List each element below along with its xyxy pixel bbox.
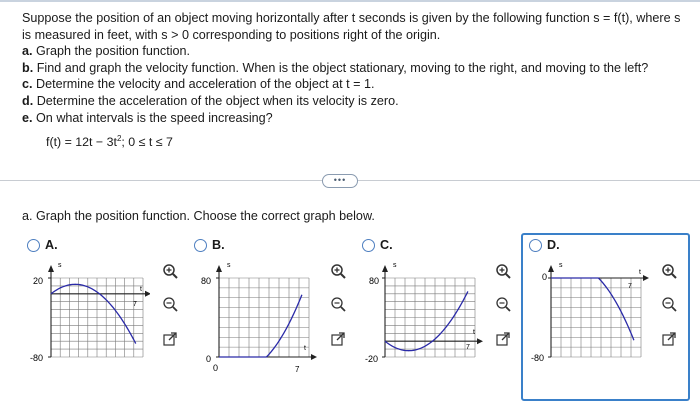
- graph-b-y-axis-arrow: [216, 265, 222, 272]
- zoom-in-icon[interactable]: [495, 263, 511, 279]
- zoom-out-icon[interactable]: [162, 296, 178, 312]
- option-d-label[interactable]: D.: [529, 238, 560, 252]
- question-intro-2: is measured in feet, with s > 0 corresponding to positions right of the origin.: [22, 27, 441, 42]
- graph-a-ytop: 20: [33, 276, 44, 286]
- option-c-label[interactable]: C.: [362, 238, 393, 252]
- prompt-text: a. Graph the position function. Choose the correct graph below.: [22, 209, 375, 223]
- graph-c-x-axis-arrow: [477, 338, 483, 344]
- graph-d-xlabel-7: 7: [628, 283, 632, 290]
- option-a-label[interactable]: A.: [27, 238, 58, 252]
- graph-c-xlabel-t: t: [473, 329, 475, 336]
- graph-b-x-axis-arrow: [311, 354, 317, 360]
- question-text: [22, 10, 692, 126]
- function-definition: $f(t) = 12t - 3t^2$; 0 ≤ t ≤ 7: [46, 134, 173, 150]
- part-e: e. On what intervals is the speed increasing?: [22, 110, 273, 125]
- graph-a-y-axis-arrow: [48, 265, 54, 272]
- graph-a-x-axis-arrow: [145, 291, 150, 297]
- graph-b-ylabel: s: [227, 262, 231, 269]
- top-border: [0, 0, 700, 2]
- graph-a[interactable]: [28, 258, 150, 368]
- graph-d-ybot: -80: [531, 353, 545, 363]
- graph-c-ybot: -20: [365, 354, 379, 364]
- graph-a-ylabel: s: [58, 262, 62, 269]
- option-b-label[interactable]: B.: [194, 238, 225, 252]
- graph-b-xzero: 0: [213, 363, 219, 373]
- option-c-radio[interactable]: [362, 239, 375, 252]
- graph-c-curve: [385, 291, 468, 350]
- graph-d-x-axis-arrow: [643, 275, 649, 281]
- graph-a-ybot: -80: [30, 353, 44, 363]
- zoom-out-icon[interactable]: [495, 296, 511, 312]
- graph-b-xlabel-t: t: [304, 345, 306, 352]
- graph-b-ytop: 80: [201, 276, 212, 286]
- graph-c-ylabel: s: [393, 262, 397, 269]
- graph-d-y-axis-arrow: [548, 265, 554, 272]
- part-a: a. Graph the position function.: [22, 44, 191, 59]
- graph-b-xlabel-7: 7: [295, 365, 300, 374]
- popout-icon[interactable]: [495, 331, 511, 347]
- graph-c-xlabel-7: 7: [466, 344, 470, 351]
- graph-c-y-axis-arrow: [382, 265, 388, 272]
- popout-icon[interactable]: [330, 331, 346, 347]
- graph-b-curve: [219, 295, 302, 357]
- part-b: b. Find and graph the velocity function. When is the object stationary, moving to the right, and moving to the left?: [22, 60, 649, 75]
- graph-d-curve: [551, 278, 634, 340]
- part-c: c. Determine the velocity and acceleration of the object at t = 1.: [22, 77, 375, 92]
- graph-d[interactable]: [528, 258, 650, 368]
- zoom-in-icon[interactable]: [661, 263, 677, 279]
- graph-d-ylabel: s: [559, 262, 563, 269]
- graph-a-grid: [48, 265, 150, 357]
- graph-b-ybot: 0: [206, 354, 212, 364]
- zoom-in-icon[interactable]: [162, 263, 178, 279]
- question-intro-1: Suppose the position of an object moving horizontally after t seconds is given by the following function s = f(t), where s: [22, 11, 681, 25]
- zoom-out-icon[interactable]: [661, 296, 677, 312]
- zoom-out-icon[interactable]: [330, 296, 346, 312]
- graph-c-ytop: 80: [369, 276, 380, 286]
- graph-a-curve: [51, 284, 136, 343]
- zoom-in-icon[interactable]: [330, 263, 346, 279]
- graph-c[interactable]: [362, 258, 484, 368]
- expand-more-button[interactable]: •••: [322, 174, 358, 188]
- graph-b[interactable]: [196, 258, 318, 376]
- graph-d-ytop: 0: [542, 272, 548, 282]
- part-d: d. Determine the acceleration of the object when its velocity is zero.: [22, 93, 399, 108]
- graph-a-xlabel-7: 7: [133, 301, 137, 308]
- popout-icon[interactable]: [661, 331, 677, 347]
- graph-b-grid: [216, 265, 317, 360]
- graph-a-xlabel-t: t: [140, 286, 142, 293]
- popout-icon[interactable]: [162, 331, 178, 347]
- graph-d-xlabel-t: t: [639, 269, 641, 276]
- option-a-radio[interactable]: [27, 239, 40, 252]
- option-b-radio[interactable]: [194, 239, 207, 252]
